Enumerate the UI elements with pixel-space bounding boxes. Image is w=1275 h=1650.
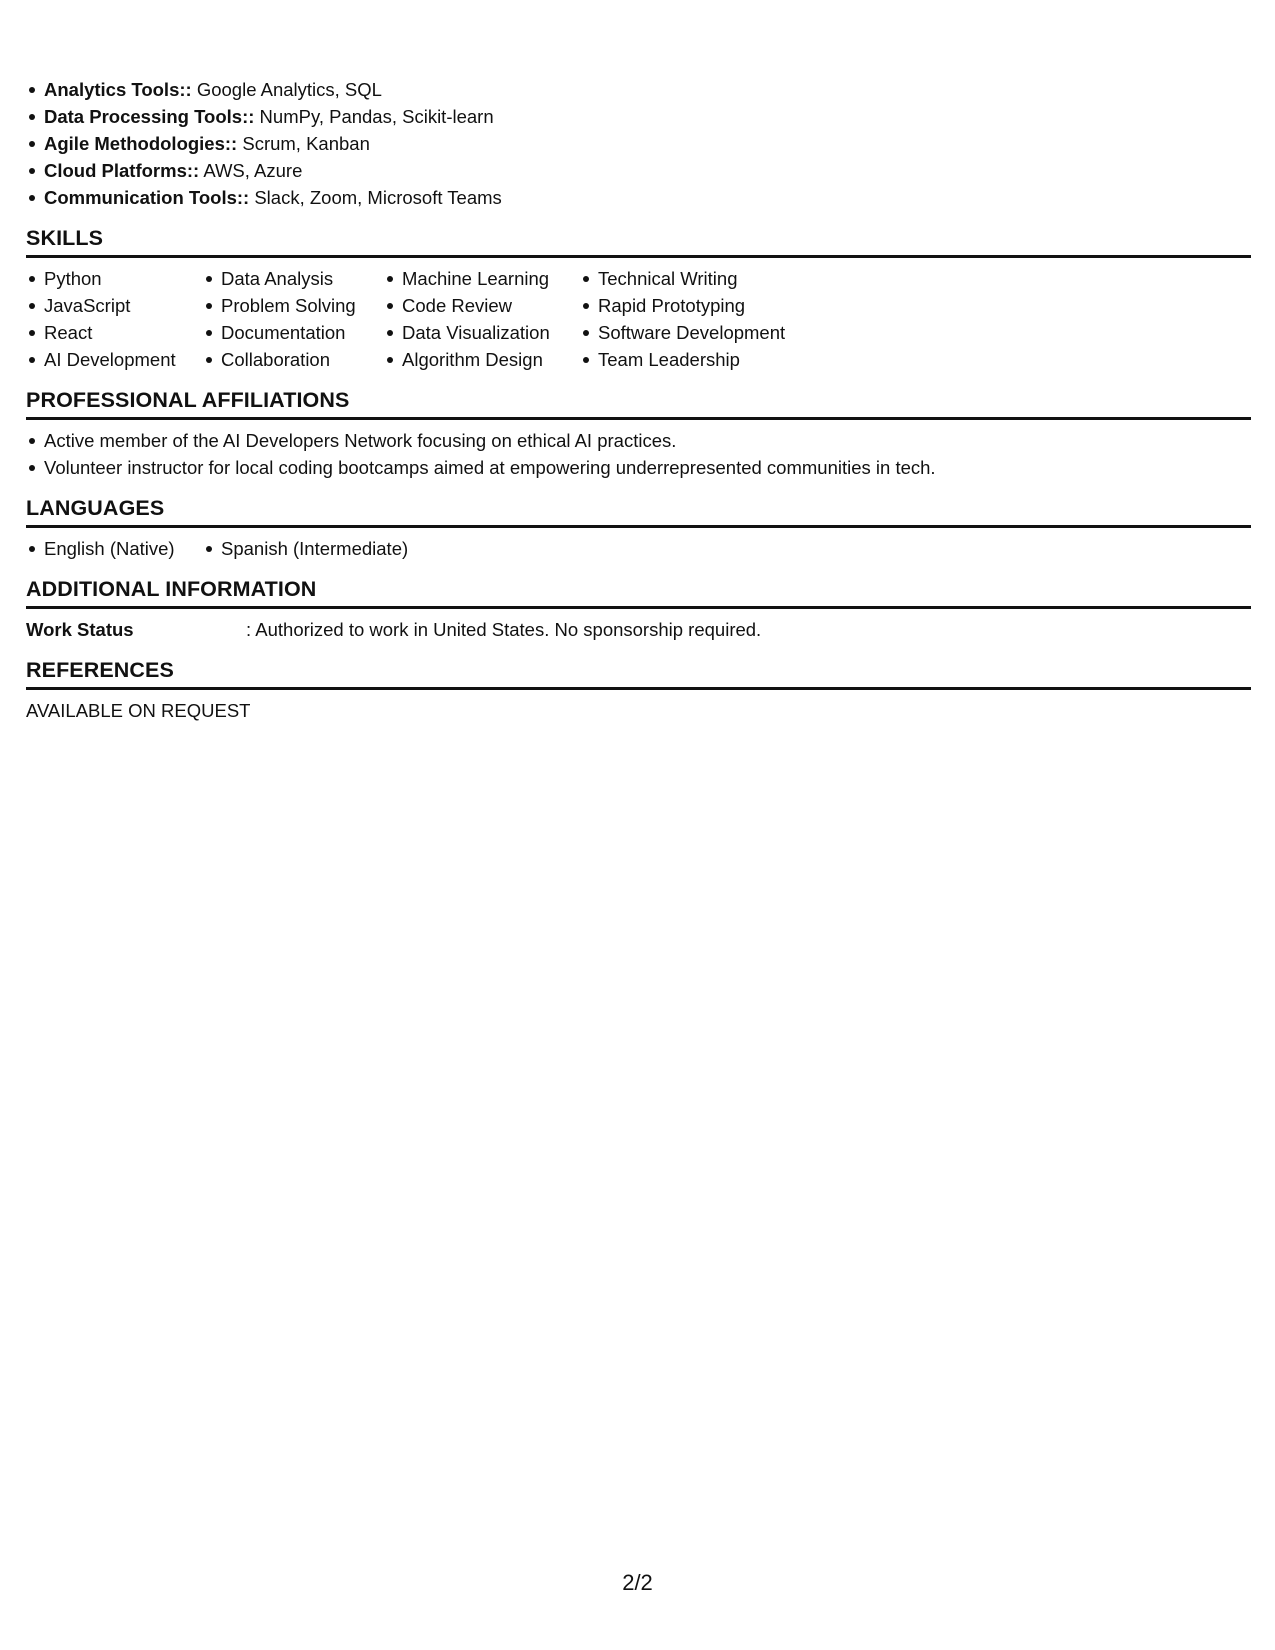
skill-item: Python: [44, 265, 203, 292]
tools-item: [44, 76, 1251, 103]
skill-item: Software Development: [598, 319, 828, 346]
additional-info-section: [26, 576, 1251, 643]
tools-item: [44, 184, 1251, 211]
skills-heading: SKILLS: [26, 225, 1251, 258]
skill-item: AI Development: [44, 346, 203, 373]
affiliations-section: [26, 387, 1251, 481]
skill-item: Code Review: [402, 292, 580, 319]
tools-item: [44, 130, 1251, 157]
language-item: Spanish (Intermediate): [221, 535, 408, 562]
tools-item-value: Scrum, Kanban: [237, 133, 370, 154]
tools-item: [44, 157, 1251, 184]
work-status-label: Work Status: [26, 619, 134, 640]
references-text: AVAILABLE ON REQUEST: [26, 700, 251, 721]
skill-item: Data Analysis: [221, 265, 384, 292]
tools-item-label: Communication Tools::: [44, 187, 250, 208]
tools-item-value: Slack, Zoom, Microsoft Teams: [249, 187, 502, 208]
affiliation-item: Active member of the AI Developers Network focusing on ethical AI practices.: [44, 427, 1251, 454]
resume-page: [26, 76, 1251, 724]
skill-item: Machine Learning: [402, 265, 580, 292]
affiliations-list: [26, 427, 1251, 481]
tools-item-label: Analytics Tools::: [44, 79, 192, 100]
affiliation-item: Volunteer instructor for local coding bootcamps aimed at empowering underrepresented communities in tech.: [44, 454, 1251, 481]
skill-item: Team Leadership: [598, 346, 828, 373]
tools-list: [26, 76, 1251, 211]
work-status-row: [26, 616, 1251, 643]
tools-item-value: AWS, Azure: [199, 160, 303, 181]
skills-column: [26, 265, 203, 373]
work-status-value: : Authorized to work in United States. No sponsorship required.: [246, 619, 762, 640]
tools-item-value: NumPy, Pandas, Scikit-learn: [254, 106, 494, 127]
skill-item: Rapid Prototyping: [598, 292, 828, 319]
skills-column: [384, 265, 580, 373]
skill-item: Algorithm Design: [402, 346, 580, 373]
skill-item: Collaboration: [221, 346, 384, 373]
skills-column: [203, 265, 384, 373]
skill-item: Data Visualization: [402, 319, 580, 346]
tools-item-label: Agile Methodologies::: [44, 133, 238, 154]
skill-item: Technical Writing: [598, 265, 828, 292]
additional-info-heading: ADDITIONAL INFORMATION: [26, 576, 1251, 609]
page-number: 2/2: [622, 1570, 653, 1595]
skill-item: Problem Solving: [221, 292, 384, 319]
affiliations-heading: PROFESSIONAL AFFILIATIONS: [26, 387, 1251, 420]
skill-item: Documentation: [221, 319, 384, 346]
tools-item: [44, 103, 1251, 130]
languages-column: [203, 535, 408, 562]
skill-item: JavaScript: [44, 292, 203, 319]
references-section: [26, 657, 1251, 724]
language-item: English (Native): [44, 535, 203, 562]
skills-section: [26, 225, 1251, 373]
languages-row: [26, 535, 1251, 562]
languages-heading: LANGUAGES: [26, 495, 1251, 528]
tools-item-value: Google Analytics, SQL: [191, 79, 382, 100]
languages-column: [26, 535, 203, 562]
references-heading: REFERENCES: [26, 657, 1251, 690]
skill-item: React: [44, 319, 203, 346]
tools-item-label: Data Processing Tools::: [44, 106, 255, 127]
skills-grid: [26, 265, 1251, 373]
tools-item-label: Cloud Platforms::: [44, 160, 200, 181]
languages-section: [26, 495, 1251, 562]
skills-column: [580, 265, 828, 373]
